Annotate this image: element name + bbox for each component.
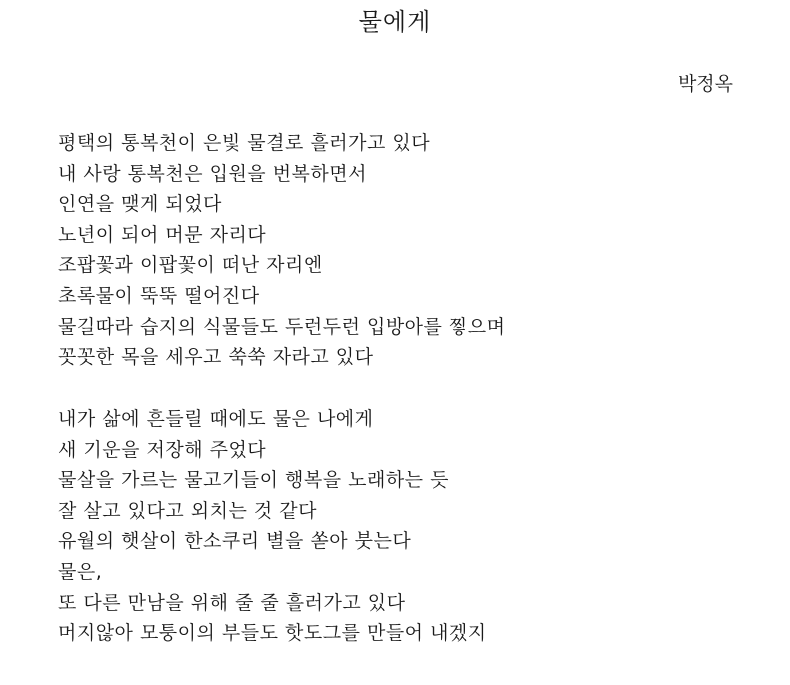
poem-line: 물은,: [58, 560, 103, 583]
poem-line: 조팝꽃과 이팝꽃이 떠난 자리엔: [58, 254, 323, 277]
poem-line: 잘 살고 있다고 외치는 것 같다: [58, 499, 317, 522]
poem-line: 내 사랑 통복천은 입원을 번복하면서: [58, 162, 367, 185]
poem-line: 평택의 통복천이 은빛 물결로 흘러가고 있다: [58, 132, 431, 154]
poem-line: 머지않아 모퉁이의 부들도 핫도그를 만들어 내겠지: [58, 622, 487, 645]
stanza-1: [58, 128, 506, 373]
poem-line: 새 기운을 저장해 주었다: [58, 438, 267, 461]
poem-line: 노년이 되어 머문 자리다: [58, 223, 267, 246]
poem-line: 또 다른 만남을 위해 줄 줄 흘러가고 있다: [58, 591, 406, 614]
poem-title: 물에게: [358, 8, 432, 36]
poem-line: 내가 삶에 흔들릴 때에도 물은 나에게: [58, 408, 374, 430]
poem-line: 꼿꼿한 목을 세우고 쑥쑥 자라고 있다: [58, 346, 374, 369]
stanza-2: [58, 404, 487, 649]
poem-line: 물길따라 습지의 식물들도 두런두런 입방아를 찧으며: [58, 315, 506, 338]
poem-line: 초록물이 뚝뚝 떨어진다: [58, 284, 260, 307]
poem-line: 유월의 햇살이 한소쿠리 별을 쏟아 붓는다: [58, 530, 412, 553]
poem-line: 인연을 맺게 되었다: [58, 193, 222, 216]
poem-author: 박정옥: [677, 73, 733, 95]
poem-line: 물살을 가르는 물고기들이 행복을 노래하는 듯: [58, 469, 449, 492]
